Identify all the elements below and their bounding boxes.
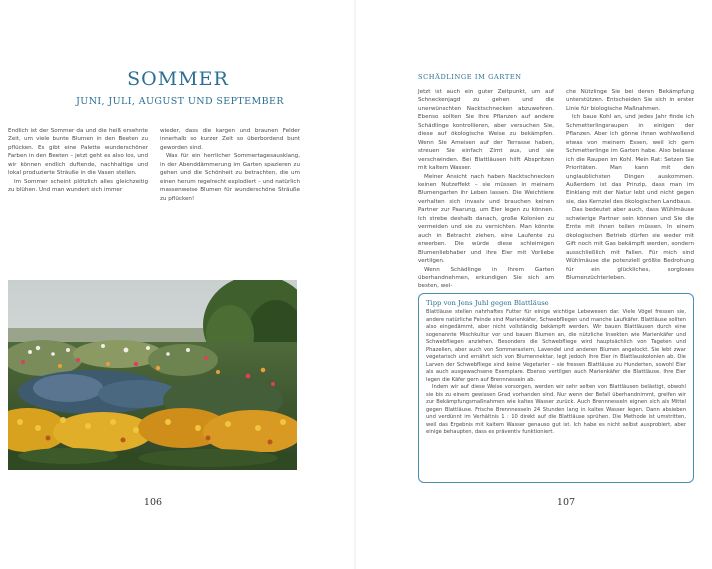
section-heading: SCHÄDLINGE IM GARTEN: [418, 73, 522, 81]
body-paragraph: Das bedeutet aber auch, dass Wühlmäuse schwierige Partner sein können und Sie die Ernte mit ihnen teilen müssen. In einem ökologischen Betrieb dürfen sie weder mit Gift noch mit Gas bekämpft werden, sondern ausschließlich mit Fallen. Für mich sind Wühlmäuse die potenziell größte Bedrohung für ein glückliches, sorgloses Blumenzüchterleben.: [566, 207, 694, 281]
body-paragraph: Wenn Schädlinge in Ihrem Garten überhandnehmen, erkundigen Sie sich am besten, wel-: [418, 266, 554, 290]
body-paragraph: wieder, dass die kargen und braunen Felder innerhalb so kurzer Zeit so überbordend bunt geworden sind.: [160, 128, 300, 151]
tip-title: Tipp von Jens Juhl gegen Blattläuse: [426, 299, 549, 307]
right-column-2: [566, 88, 694, 282]
tip-paragraph: Indem wir auf diese Weise vorsorgen, werden wir sehr selten von Blattläusen belästigt, obwohl sie bis zu einem gewissen Grad vorhanden sind. Nur wenn der Befall überhandnimmt, greifen wir zur Bekämpfungsmaßnahmen wie kaltes Wasser zurück. Auch Brennnesseln eignen sich als Mittel gegen Blattläuse. Frische Brennnesseln 24 Stunden lang in kaltes Wasser legen. Dann absieben und verdünnt im Verhältnis 1 : 10 direkt auf die Blattläuse sprühen. Die Methode ist umstritten, weil das Ergebnis mit kaltem Wasser genauso gut ist. Ich habe es nicht selbst ausprobiert, aber einige behaupten, dass es präventiv funktioniert.: [426, 384, 686, 435]
tip-box: [418, 293, 694, 483]
garden-photo: [8, 280, 297, 470]
left-column-1: [8, 127, 148, 195]
body-paragraph: Im Sommer scheint plötzlich alles gleichzeitig zu blühen. Und man wundert sich immer: [8, 178, 148, 194]
body-paragraph: che Nützlinge Sie bei deren Bekämpfung unterstützen. Entscheiden Sie sich in erster Linie für biologische Maßnahmen.: [566, 89, 694, 112]
body-paragraph: Endlich ist der Sommer da und die heiß ersehnte Zeit, um viele bunte Blumen in den Beeten zu pflücken. Es gibt eine Palette wunderschöner Farben in den Beeten – jetzt geht es also los, und wir können endlich duftende, nachhaltige und lokal produzierte Sträuße in die Vasen stellen.: [8, 128, 148, 177]
chapter-subtitle: JUNI, JULI, AUGUST UND SEPTEMBER: [76, 96, 284, 107]
page-number-left: 106: [143, 497, 163, 508]
tip-paragraph: Blattläuse stellen nahrhaftes Futter für einige wichtige Lebewesen dar. Viele Vögel fressen sie, andere natürliche Feinde sind Marienkäfer, Schwebfliegen und manche Laufkäfer. Blattläuse sollten also eingedämmt, aber nicht vollständig bekämpft werden. Wir bauen Blattläusen durch eine sogenannte Mischkultur vor und bauen Blumen an, die nützliche Insekten wie Marienkäfer und Schwebfliegen anziehen. Besonders die Schwebfliege wird hauptsächlich von Tageten und Phazelien, aber auch von Sommerastern, Lavendel und anderen Blumen angelockt. Sie lebt zwar vegetarisch und ernährt sich von Blumennektar, legt jedoch ihre Eier in Blattlauskolonien ab. Die Larven der Schwebfliege sind keine Vegetarier – sie fressen Blattläuse zu Hunderten, sowohl Eier als auch ausgewachsene Exemplare. Ebenso vertilgen auch Marienkäfer die Blattläuse. Ihre Eier legen die Käfer gern auf Brennnesseln ab.: [426, 309, 686, 383]
body-paragraph: Meiner Ansicht nach haben Nacktschnecken keinen Nutzeffekt – sie müssen in meinem Blumengarten ihr Leben lassen. Die Weichtiere verhalten sich invasiv und brauchen keinen Partner zur Paarung, um Eier legen zu können. Ich strebe deshalb danach, große Kolonien zu vermeiden und sie zu vernichten. Man könnte auch in Betracht ziehen, eine Laufente zu erwerben. Die würde diese schleimigen Blumenliebhaber und ihre Eier mit Vorliebe vertilgen.: [418, 173, 554, 265]
body-paragraph: Ich baue Kohl an, und jedes Jahr finde ich Schmetterlingsraupen in einigen der Pflanzen. Aber ich gönne ihnen wohlwollend etwas von meinem Essen, weil ich gern Schmetterlinge im Garten habe. Also belasse ich die Raupen im Kohl. Mein Rat: Setzen Sie Prioritäten. Man kann mit den unglaublichsten Dingen auskommen. Außerdem ist das Prinzip, dass man im Einklang mit der Natur lebt und nicht gegen sie, das Kernziel des ökologischen Landbaus.: [566, 114, 694, 205]
right-column-1: [418, 88, 554, 291]
left-column-2: [160, 127, 300, 203]
body-paragraph: Jetzt ist auch ein guter Zeitpunkt, um auf Schneckenjagd zu gehen und die unerwünschten Nacktschnecken abzuwehren. Ebenso sollten Sie Ihre Pflanzen auf andere Schädlinge kontrollieren, aber versuchen Sie, diese auf ökologische Weise zu bekämpfen. Wenn Sie Ameisen auf der Terrasse haben, streuen Sie einfach Zimt aus, und sie verschwinden. Bei Blattläusen hilft Abspritzen mit kaltem Wasser.: [418, 89, 554, 172]
page-number-right: 107: [556, 497, 576, 508]
tip-text: [426, 309, 686, 437]
body-paragraph: Was für ein herrlicher Sommertagesausklang, in der Abenddämmerung im Garten spazieren zu gehen und die Schönheit zu betrachten, die um einen herum regelrecht explodiert – und natürlich massenweise Blumen für wunderschöne Sträuße zu pflücken!: [160, 153, 300, 202]
chapter-title: SOMMER: [127, 68, 229, 90]
